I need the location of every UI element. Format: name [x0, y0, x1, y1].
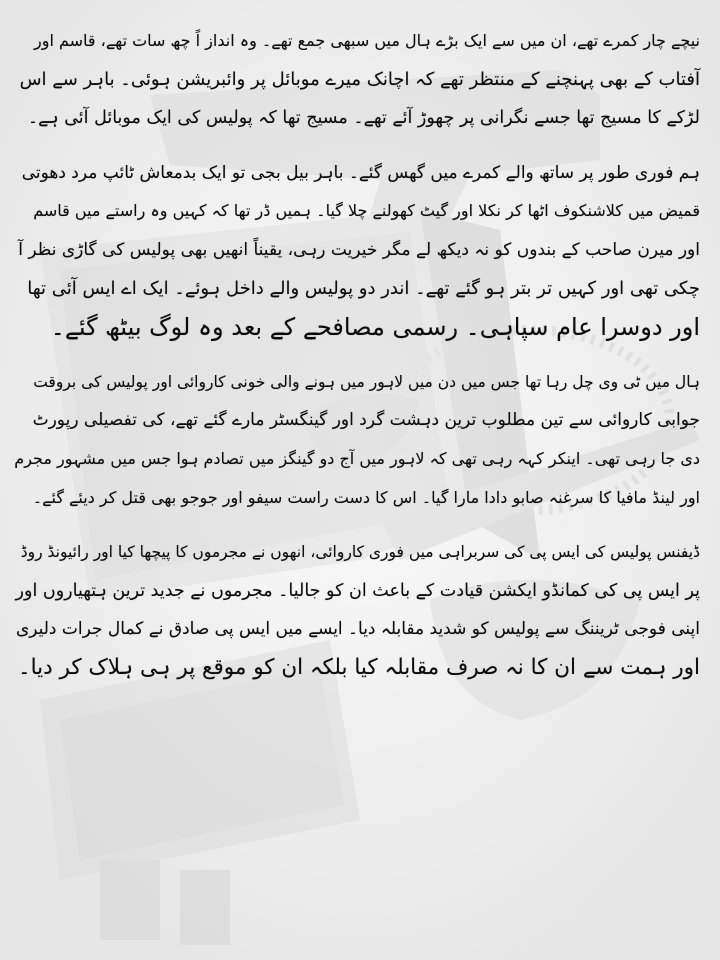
text-line: قمیض میں کلاشنکوف اٹھا کر نکلا اور گیٹ کھولنے چلا گیا۔ ہمیں ڈر تھا کہ کہیں وہ راستے میں قاسم: [33, 201, 700, 221]
paragraph-3: [14, 363, 700, 517]
text-line: ہم فوری طور پر ساتھ والے کمرے میں گھس گئے۔ باہر بیل بجی تو ایک بدمعاش ٹائپ مرد دھوتی: [21, 162, 700, 183]
text-line: اور میرن صاحب کے بندوں کو نہ دیکھ لے مگر خیریت رہی، یقیناً انھیں بھی پولیس کی گاڑی نظر آ: [18, 239, 700, 260]
text-line: ڈیفنس پولیس کی ایس پی کی سربراہی میں فوری کاروائی، انھوں نے مجرموں کا پیچھا کیا اور رائیونڈ روڈ: [20, 543, 700, 562]
text-line: نیچے چار کمرے تھے، ان میں سے ایک بڑے ہال میں سبھی جمع تھے۔ وہ انداز اً چھ سات تھے، قاسم اور: [34, 31, 700, 50]
text-line: اور ہمت سے ان کا نہ صرف مقابلہ کیا بلکہ ان کو موقع پر ہی ہلاک کر دیا۔: [18, 654, 700, 680]
text-line: لڑکے کا مسیج تھا جسے نگرانی پر چھوڑ آئے تھے۔ مسیج تھا کہ پولیس کی ایک موبائل آئی ہے۔: [27, 108, 700, 129]
paragraph-4: [14, 533, 700, 687]
paragraph-2: [14, 154, 700, 347]
text-line: ہال میں ٹی وی چل رہا تھا جس میں دن میں لاہور میں ہونے والی خونی کاروائی اور پولیس کی بروقت: [33, 372, 700, 391]
text-line: اپنی فوجی ٹریننگ سے پولیس کو شدید مقابلہ دیا۔ ایسے میں ایس پی صادق نے کمال جرات دلیری: [15, 619, 700, 640]
text-line: اور لینڈ مافیا کا سرغنہ صابو دادا مارا گیا۔ اس کا دست راست سیفو اور جوجو بھی قتل کر دیئے گئے۔: [32, 487, 700, 507]
text-line: چکی تھی اور کہیں تر بتر ہو گئے تھے۔ اندر دو پولیس والے داخل ہوئے۔ ایک اے ایس آئی تھا: [27, 277, 700, 299]
text-line: دی جا رہی تھی۔ اینکر کہہ رہی تھی کہ لاہور میں آج دو گینگز میں تصادم ہوا جس میں مشہور مجرم: [14, 448, 700, 468]
text-line: اور دوسرا عام سپاہی۔ رسمی مصافحے کے بعد وہ لوگ بیٹھ گئے۔: [50, 313, 700, 342]
text-line: آفتاب کے بھی پہنچنے کے منتظر تھے کہ اچانک میرے موبائل پر وائبریشن ہوئی۔ باہر سے اس: [19, 68, 700, 90]
text-line: جوابی کاروائی سے تین مطلوب ترین دہشت گرد اور گینگسٹر مارے گئے تھے، کی تفصیلی رپورٹ: [32, 410, 700, 431]
text-line: پر ایس پی کی کمانڈو ایکشن قیادت کے باعث ان کو جالیا۔ مجرموں نے جدید ترین ہتھیاروں اور: [15, 580, 700, 601]
paragraph-1: [14, 22, 700, 138]
